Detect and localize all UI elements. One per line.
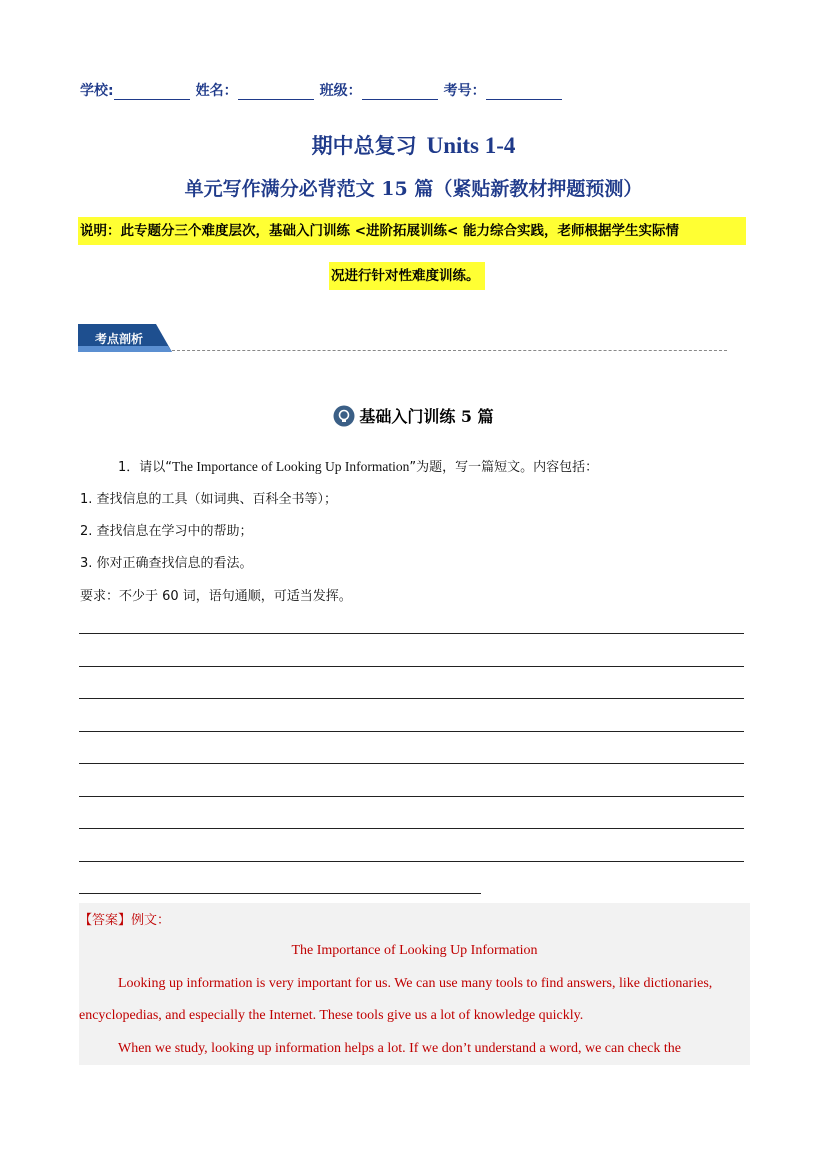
page-subtitle: 单元写作满分必背范文 15 篇（紧贴新教材押题预测） (184, 178, 643, 200)
bulb-badge-icon (333, 405, 355, 431)
writing-line[interactable] (79, 731, 744, 732)
title-cn: 期中总复习 (311, 133, 417, 158)
answer-tag: 【答案】例文： (79, 913, 171, 928)
writing-line[interactable] (79, 796, 744, 797)
prompt-title: The Importance of Looking Up Information (172, 459, 410, 474)
answer-line: When we study, looking up information helps a lot. If we don’t understand a word, we can check the (118, 1041, 681, 1056)
list-item: 3. 你对正确查找信息的看法。 (80, 556, 253, 571)
class-label: 班级： (319, 83, 362, 99)
writing-line[interactable] (79, 763, 744, 764)
exam-no-blank[interactable] (486, 85, 562, 100)
answer-line: encyclopedias, and especially the Internet. These tools give us a lot of knowledge quickly. (79, 1008, 584, 1023)
instruction-note (78, 217, 746, 284)
note-line-1: 说明：此专题分三个难度层次，基础入门训练 <进阶拓展训练< 能力综合实践，老师根据学生实际情 (78, 217, 746, 245)
exam-no-label: 考号： (443, 83, 486, 99)
section-tab (78, 324, 172, 352)
class-blank[interactable] (362, 85, 438, 100)
name-blank[interactable] (238, 85, 314, 100)
writing-line[interactable] (79, 893, 481, 894)
prompt-suffix: ”为题，写一篇短文。内容包括： (409, 460, 599, 475)
answer-line: Looking up information is very important for us. We can use many tools to find answers, like dictionaries, (118, 976, 713, 991)
writing-line[interactable] (79, 633, 744, 634)
note-line-2: 况进行针对性难度训练。 (329, 262, 485, 290)
tab-label: 考点剖析 (95, 332, 144, 346)
writing-line[interactable] (79, 698, 744, 699)
list-item: 1. 查找信息的工具（如词典、百科全书等）； (80, 492, 338, 507)
student-info-header (80, 80, 568, 100)
writing-line[interactable] (79, 666, 744, 667)
name-label: 姓名： (195, 83, 238, 99)
school-label: 学校: (80, 83, 114, 99)
question-prompt (118, 456, 598, 475)
title-units: Units 1-4 (426, 133, 516, 158)
page-title (0, 130, 827, 160)
section-heading (0, 404, 827, 431)
list-item: 2. 查找信息在学习中的帮助； (80, 524, 253, 539)
writing-line[interactable] (79, 861, 744, 862)
section-title: 基础入门训练 5 篇 (359, 407, 494, 426)
answer-box (79, 903, 750, 1065)
requirement-text: 要求：不少于 60 词，语句通顺，可适当发挥。 (80, 589, 352, 604)
dashed-divider (172, 350, 727, 351)
prompt-prefix: 1．请以“ (118, 460, 173, 475)
answer-title: The Importance of Looking Up Information (291, 943, 538, 958)
school-blank[interactable] (114, 85, 190, 100)
writing-line[interactable] (79, 828, 744, 829)
